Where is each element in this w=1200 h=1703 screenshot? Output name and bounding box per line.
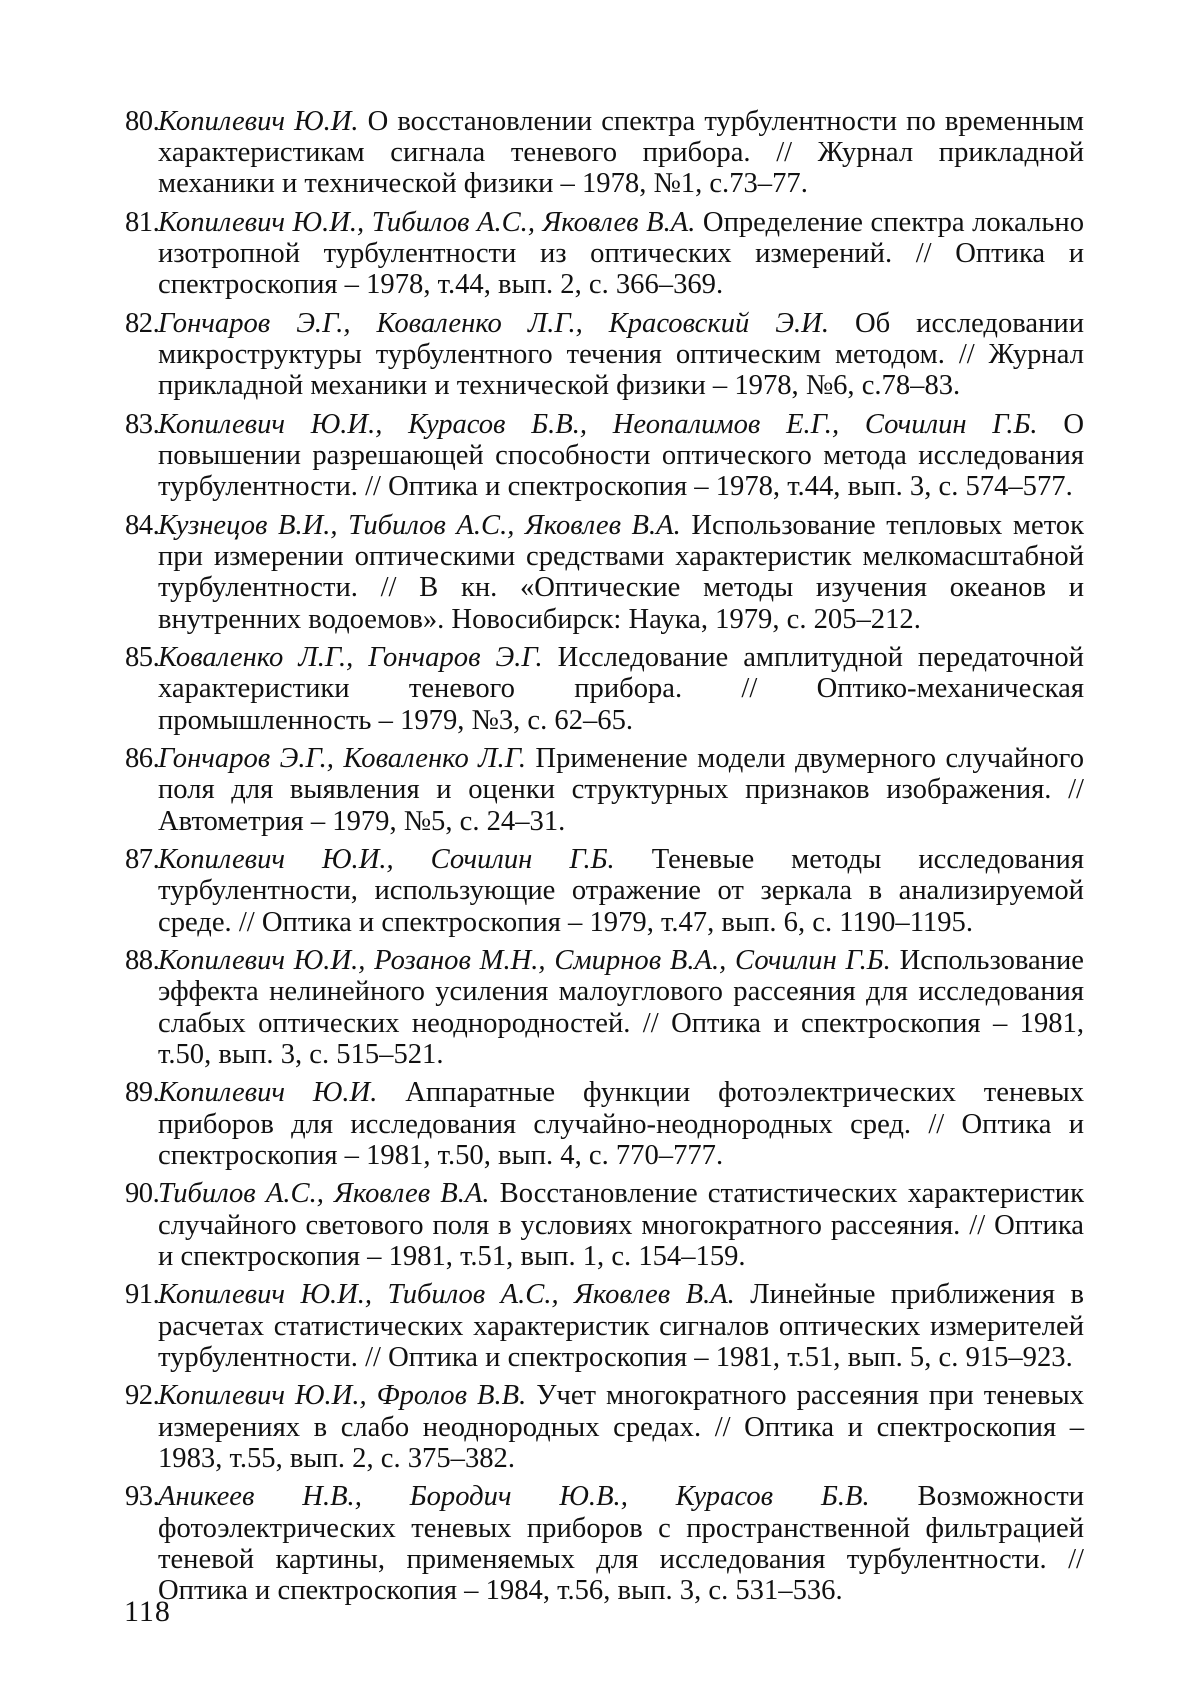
reference-item — [125, 945, 1084, 1070]
reference-authors: Тибилов А.С., Яковлев В.А. — [158, 1178, 490, 1210]
reference-authors: Кузнецов В.И., Тибилов А.С., Яковлев В.А. — [158, 510, 681, 541]
reference-authors: Копилевич Ю.И., Курасов Б.В., Неопалимов Е.Г., Сочилин Г.Б. — [158, 409, 1038, 440]
reference-authors: Копилевич Ю.И. — [158, 106, 359, 137]
reference-item — [125, 1077, 1085, 1171]
reference-text: Возможности фотоэлектрических теневых приборов с пространственной фильтрацией теневой картины, применяемых для исследования турбулентности. // Оптика и спектроскопия – 1984, т.56, вып. 3, с. 531–536. — [158, 1481, 1084, 1607]
reference-authors: Копилевич Ю.И. — [158, 1077, 378, 1109]
reference-text: О восстановлении спектра турбулентности по временным характеристикам сигнала теневого прибора. // Журнал прикладной механики и технической физики – 1978, №1, с.73–77. — [158, 106, 1085, 200]
reference-number: 83. — [125, 409, 160, 440]
reference-authors: Копилевич Ю.И., Розанов М.Н., Смирнов В.А., Сочилин Г.Б. — [158, 945, 891, 977]
reference-text: Использование тепловых меток при измерении оптическими средствами характеристик мелкомасштабной турбулентности. // В кн. «Оптические методы изучения океанов и внутренних водоемов». Новосибирск: Наука, 1979, с. 205–212. — [158, 510, 1084, 635]
reference-number: 85. — [125, 642, 160, 674]
reference-item — [125, 207, 1084, 301]
reference-item — [125, 1178, 1084, 1272]
reference-item — [125, 1279, 1084, 1373]
reference-authors: Копилевич Ю.И., Фролов В.В. — [158, 1380, 527, 1412]
reference-text: Теневые методы исследования турбулентности, использующие отражение от зеркала в анализируемой среде. // Оптика и спектроскопия – 1979, т.47, вып. 6, с. 1190–1195. — [158, 844, 1085, 938]
reference-item — [125, 743, 1084, 837]
reference-item — [125, 1380, 1084, 1474]
reference-number: 80. — [125, 106, 160, 137]
reference-item — [125, 1481, 1084, 1607]
reference-number: 84. — [125, 510, 160, 541]
reference-number: 87. — [125, 844, 160, 876]
reference-item — [125, 308, 1084, 402]
reference-text: Применение модели двумерного случайного поля для выявления и оценки структурных признаков изображения. // Автометрия – 1979, №5, с. 24–31. — [158, 743, 1084, 837]
reference-number: 86. — [125, 743, 160, 775]
reference-text: Восстановление статистических характеристик случайного светового поля в условиях многократного рассеяния. // Оптика и спектроскопия – 1981, т.51, вып. 1, с. 154–159. — [158, 1178, 1084, 1272]
reference-number: 91. — [125, 1279, 160, 1311]
reference-number: 90. — [125, 1178, 160, 1210]
reference-authors: Гончаров Э.Г., Коваленко Л.Г., Красовский Э.И. — [158, 308, 829, 339]
reference-authors: Аникеев Н.В., Бородич Ю.В., Курасов Б.В. — [158, 1481, 870, 1513]
reference-text: Исследование амплитудной передаточной характеристики теневого прибора. // Оптико-механическая промышленность – 1979, №3, с. 62–65. — [158, 642, 1084, 736]
reference-authors: Гончаров Э.Г., Коваленко Л.Г. — [158, 743, 526, 775]
reference-item — [125, 106, 1085, 200]
reference-text: Использование эффекта нелинейного усиления малоуглового рассеяния для исследования слабых оптических неоднородностей. // Оптика и спектроскопия – 1981, т.50, вып. 3, с. 515–521. — [158, 945, 1084, 1070]
reference-number: 93. — [125, 1481, 160, 1513]
reference-number: 81. — [125, 207, 160, 238]
reference-text: О повышении разрешающей способности оптического метода исследования турбулентности. // Оптика и спектроскопия – 1978, т.44, вып. 3, с. 574–577. — [158, 409, 1084, 503]
reference-authors: Копилевич Ю.И., Тибилов А.С., Яковлев В.А. — [158, 207, 696, 238]
reference-item — [125, 844, 1085, 938]
reference-text: Учет многократного рассеяния при теневых измерениях в слабо неоднородных средах. // Оптика и спектроскопия – 1983, т.55, вып. 2, с. 375–382. — [158, 1380, 1084, 1474]
reference-authors: Коваленко Л.Г., Гончаров Э.Г. — [158, 642, 543, 674]
reference-number: 88. — [125, 945, 160, 977]
reference-authors: Копилевич Ю.И., Тибилов А.С., Яковлев В.А. — [158, 1279, 735, 1311]
page-number: 118 — [124, 1595, 171, 1628]
reference-number: 82. — [125, 308, 160, 339]
reference-authors: Копилевич Ю.И., Сочилин Г.Б. — [158, 844, 615, 876]
reference-number: 92. — [125, 1380, 160, 1412]
reference-text: Аппаратные функции фотоэлектрических теневых приборов для исследования случайно-неоднородных сред. // Оптика и спектроскопия – 1981, т.50, вып. 4, с. 770–777. — [158, 1077, 1085, 1171]
reference-item — [125, 510, 1084, 635]
reference-item — [125, 642, 1084, 736]
reference-text: Линейные приближения в расчетах статистических характеристик сигналов оптических измерителей турбулентности. // Оптика и спектроскопия – 1981, т.51, вып. 5, с. 915–923. — [158, 1279, 1084, 1373]
reference-text: Об исследовании микроструктуры турбулентного течения оптическим методом. // Журнал прикладной механики и технической физики – 1978, №6, с.78–83. — [158, 308, 1084, 402]
reference-text: Определение спектра локально изотропной турбулентности из оптических измерений. // Оптика и спектроскопия – 1978, т.44, вып. 2, с. 366–369. — [158, 207, 1084, 301]
reference-item — [125, 409, 1084, 503]
reference-number: 89. — [125, 1077, 160, 1109]
